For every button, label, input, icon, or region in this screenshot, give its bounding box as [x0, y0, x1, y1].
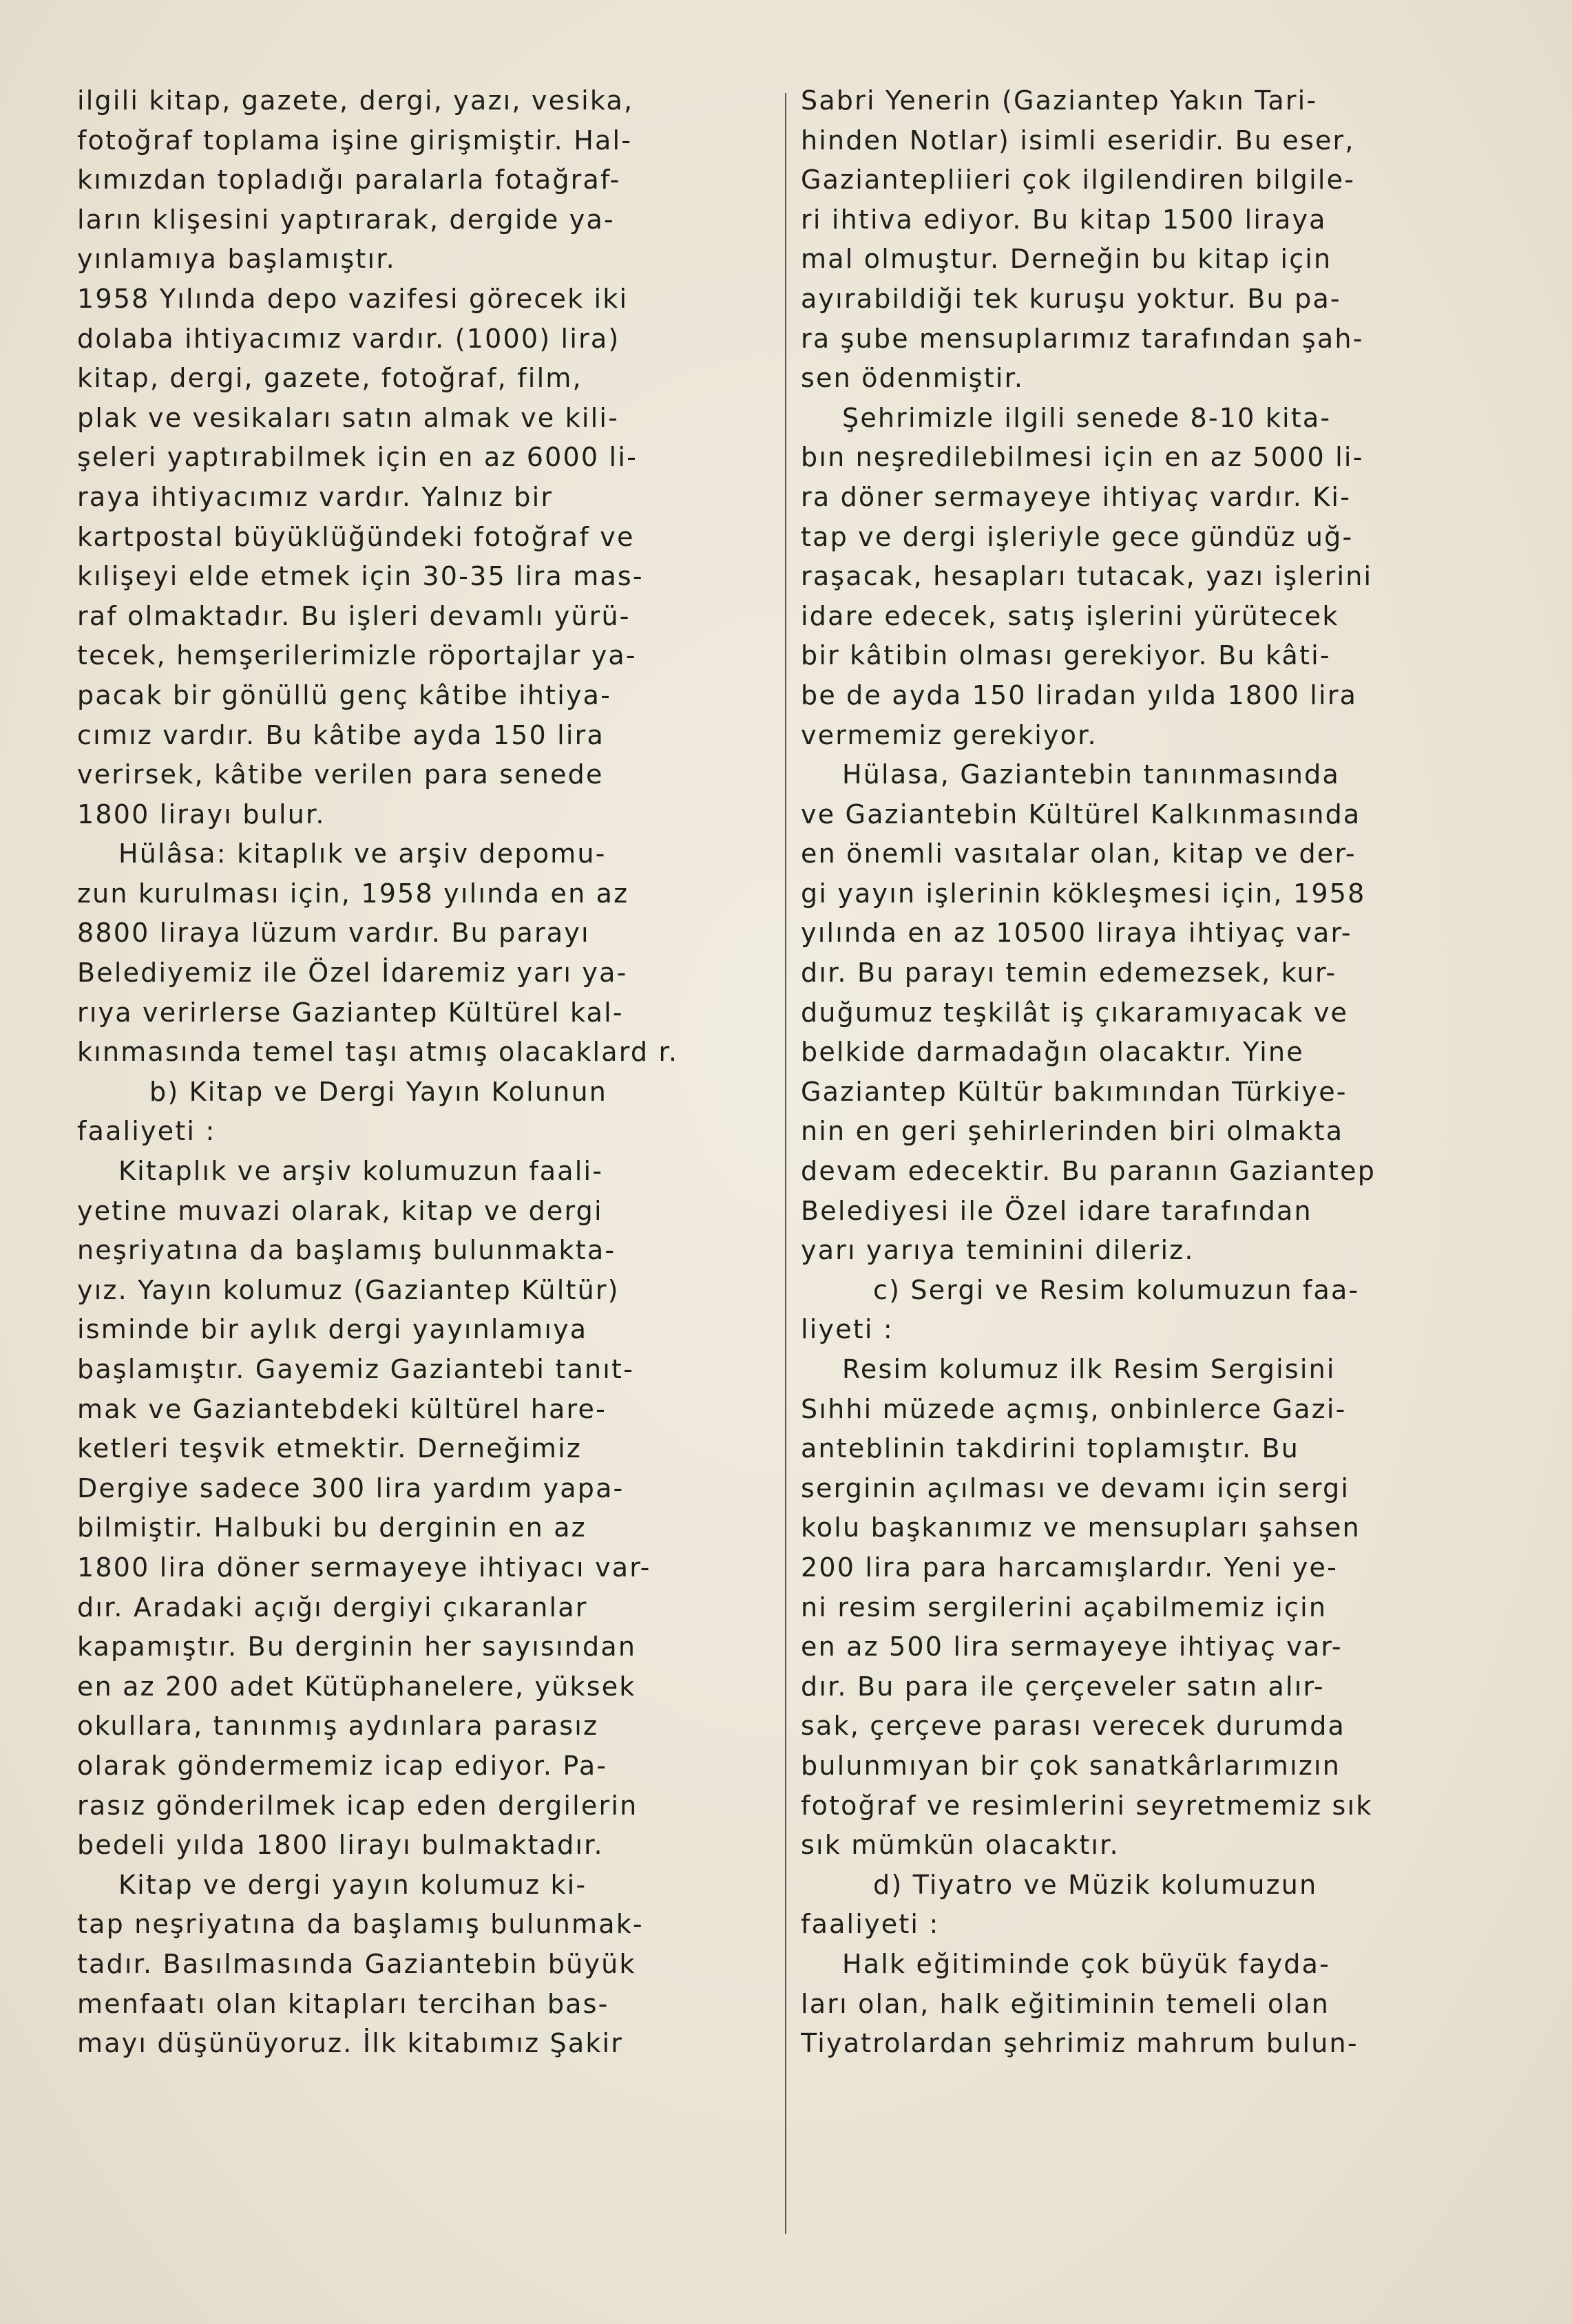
text-line: yız. Yayın kolumuz (Gaziantep Kültür)	[77, 1274, 620, 1305]
text-line: hinden Notlar) isimli eseridir. Bu eser,	[801, 125, 1355, 156]
paragraph-start: Şehrimizle ilgili senede 8-10 kita-	[842, 402, 1332, 433]
text-line: zun kurulması için, 1958 yılında en az	[77, 878, 629, 909]
text-line: pacak bir gönüllü genç kâtibe ihtiya-	[77, 679, 612, 710]
text-line: bir kâtibin olması gerekiyor. Bu kâti-	[801, 640, 1331, 671]
text-line: kolu başkanımız ve mensupları şahsen	[801, 1512, 1361, 1543]
text-line: gi yayın işlerinin kökleşmesi için, 1958	[801, 878, 1366, 909]
text-line: Sıhhi müzede açmış, onbinlerce Gazi-	[801, 1393, 1347, 1424]
text-line: bulunmıyan bir çok sanatkârlarımızın	[801, 1750, 1341, 1781]
text-line: dır. Bu para ile çerçeveler satın alır-	[801, 1671, 1325, 1702]
text-line: tadır. Basılmasında Gaziantebin büyük	[77, 1948, 636, 1979]
text-line: mayı düşünüyoruz. İlk kitabımız Şakir	[77, 2028, 624, 2059]
text-line: en önemli vasıtalar olan, kitap ve der-	[801, 838, 1356, 869]
section-heading-b-cont: faaliyeti :	[77, 1116, 216, 1147]
text-line: tap ve dergi işleriyle gece gündüz uğ-	[801, 521, 1354, 552]
text-line: devam edecektir. Bu paranın Gaziantep	[801, 1156, 1376, 1187]
text-line: ilgili kitap, gazete, dergi, yazı, vesika,	[77, 85, 634, 116]
text-line: en az 500 lira sermayeye ihtiyaç var-	[801, 1631, 1343, 1662]
text-line: kılişeyi elde etmek için 30-35 lira mas-	[77, 561, 644, 592]
text-line: anteblinin takdirini toplamıştır. Bu	[801, 1433, 1300, 1464]
text-line: olarak göndermemiz icap ediyor. Pa-	[77, 1750, 608, 1781]
text-line: cımız vardır. Bu kâtibe ayda 150 lira	[77, 719, 605, 750]
paragraph-start: Resim kolumuz ilk Resim Sergisini	[842, 1354, 1336, 1384]
text-line: neşriyatına da başlamış bulunmakta-	[77, 1235, 616, 1266]
text-line: nin en geri şehirlerinden biri olmakta	[801, 1116, 1344, 1147]
section-heading-b: b) Kitap ve Dergi Yayın Kolunun	[149, 1076, 608, 1107]
text-line: be de ayda 150 liradan yılda 1800 lira	[801, 679, 1358, 710]
text-line: duğumuz teşkilât iş çıkaramıyacak ve	[801, 997, 1349, 1028]
paragraph-start: Hülâsa: kitaplık ve arşiv depomu-	[118, 838, 607, 869]
text-line: bilmiştir. Halbuki bu derginin en az	[77, 1512, 587, 1543]
text-line: menfaatı olan kitapları tercihan bas-	[77, 1988, 609, 2019]
text-line: Gaziantep Kültür bakımından Türkiye-	[801, 1076, 1348, 1107]
text-line: Gaziantepliieri çok ilgilendiren bilgile-	[801, 165, 1356, 196]
text-line: ve Gaziantebin Kültürel Kalkınmasında	[801, 799, 1361, 830]
section-heading-c-cont: liyeti :	[801, 1314, 894, 1345]
text-line: kitap, dergi, gazete, fotoğraf, film,	[77, 363, 583, 394]
text-line: rıya verirlerse Gaziantep Kültürel kal-	[77, 997, 624, 1028]
text-line: başlamıştır. Gayemiz Gaziantebi tanıt-	[77, 1354, 635, 1384]
text-line: 1958 Yılında depo vazifesi görecek iki	[77, 283, 629, 314]
text-line: bedeli yılda 1800 lirayı bulmaktadır.	[77, 1830, 604, 1861]
text-line: ayırabildiği tek kuruşu yoktur. Bu pa-	[801, 283, 1341, 314]
text-line: kımızdan topladığı paralarla fotağraf-	[77, 165, 621, 196]
text-line: sen ödenmiştir.	[801, 363, 1025, 394]
text-line: kınmasında temel taşı atmış olacaklard r.	[77, 1037, 679, 1068]
text-line: 8800 liraya lüzum vardır. Bu parayı	[77, 918, 590, 949]
text-line: ları olan, halk eğitiminin temeli olan	[801, 1988, 1330, 2019]
text-line: plak ve vesikaları satın almak ve kili-	[77, 402, 620, 433]
text-line: Dergiye sadece 300 lira yardım yapa-	[77, 1472, 625, 1503]
text-line: raya ihtiyacımız vardır. Yalnız bir	[77, 481, 554, 512]
text-line: yetine muvazi olarak, kitap ve dergi	[77, 1195, 603, 1226]
text-line: okullara, tanınmış aydınlara parasız	[77, 1711, 599, 1742]
text-line: rasız gönderilmek icap eden dergilerin	[77, 1790, 638, 1821]
text-line: kapamıştır. Bu derginin her sayısından	[77, 1631, 637, 1662]
text-line: fotoğraf ve resimlerini seyretmemiz sık	[801, 1790, 1373, 1821]
text-line: fotoğraf toplama işine girişmiştir. Hal-	[77, 125, 633, 156]
text-line: ra döner sermayeye ihtiyaç vardır. Ki-	[801, 481, 1352, 512]
text-line: ni resim sergilerini açabilmemiz için	[801, 1592, 1328, 1623]
text-line: mak ve Gaziantebdeki kültürel hare-	[77, 1393, 607, 1424]
text-line: en az 200 adet Kütüphanelere, yüksek	[77, 1671, 636, 1702]
text-line: yılında en az 10500 liraya ihtiyaç var-	[801, 918, 1352, 949]
text-line: şeleri yaptırabilmek için en az 6000 li-	[77, 442, 638, 473]
text-line: yınlamıya başlamıştır.	[77, 244, 396, 275]
text-line: Belediyesi ile Özel idare tarafından	[801, 1195, 1312, 1226]
text-line: dır. Bu parayı temin edemezsek, kur-	[801, 958, 1337, 989]
text-line: idare edecek, satış işlerini yürütecek	[801, 600, 1339, 631]
paragraph-start: Kitap ve dergi yayın kolumuz ki-	[118, 1869, 587, 1900]
text-line: kartpostal büyüklüğündeki fotoğraf ve	[77, 521, 635, 552]
text-line: yarı yarıya teminini dileriz.	[801, 1235, 1195, 1266]
text-line: dır. Aradaki açığı dergiyi çıkaranlar	[77, 1592, 588, 1623]
section-heading-d-cont: faaliyeti :	[801, 1909, 940, 1940]
paragraph-start: Halk eğitiminde çok büyük fayda-	[842, 1948, 1331, 1979]
text-line: vermemiz gerekiyor.	[801, 719, 1098, 750]
text-line: ri ihtiva ediyor. Bu kitap 1500 liraya	[801, 204, 1327, 235]
text-line: raf olmaktadır. Bu işleri devamlı yürü-	[77, 600, 631, 631]
text-line: bın neşredilebilmesi için en az 5000 li-	[801, 442, 1364, 473]
section-heading-c: c) Sergi ve Resim kolumuzun faa-	[873, 1274, 1360, 1305]
text-line: tecek, hemşerilerimizle röportajlar ya-	[77, 640, 637, 671]
right-text-column	[801, 81, 1491, 2064]
text-line: Belediyemiz ile Özel İdaremiz yarı ya-	[77, 958, 628, 989]
text-line: 200 lira para harcamışlardır. Yeni ye-	[801, 1552, 1339, 1583]
text-line: 1800 lirayı bulur.	[77, 799, 326, 830]
text-line: mal olmuştur. Derneğin bu kitap için	[801, 244, 1332, 275]
text-line: sak, çerçeve parası verecek durumda	[801, 1711, 1346, 1742]
paragraph-start: Hülasa, Gaziantebin tanınmasında	[842, 759, 1340, 790]
text-line: dolaba ihtiyacımız vardır. (1000) lira)	[77, 323, 620, 354]
text-line: verirsek, kâtibe verilen para senede	[77, 759, 604, 790]
text-line: ların klişesini yaptırarak, dergide ya-	[77, 204, 615, 235]
paragraph-start: Kitaplık ve arşiv kolumuzun faali-	[118, 1156, 604, 1187]
text-line: belkide darmadağın olacaktır. Yine	[801, 1037, 1304, 1068]
text-line: Tiyatrolardan şehrimiz mahrum bulun-	[801, 2028, 1359, 2059]
text-line: ra şube mensuplarımız tarafından şah-	[801, 323, 1364, 354]
text-line: tap neşriyatına da başlamış bulunmak-	[77, 1909, 644, 1940]
text-line: 1800 lira döner sermayeye ihtiyacı var-	[77, 1552, 651, 1583]
text-line: sık mümkün olacaktır.	[801, 1830, 1120, 1861]
column-divider	[785, 93, 786, 2234]
left-text-column	[77, 81, 766, 2064]
text-line: Sabri Yenerin (Gaziantep Yakın Tari-	[801, 85, 1318, 116]
text-line: raşacak, hesapları tutacak, yazı işlerini	[801, 561, 1373, 592]
section-heading-d: d) Tiyatro ve Müzik kolumuzun	[873, 1869, 1318, 1900]
text-line: serginin açılması ve devamı için sergi	[801, 1472, 1350, 1503]
text-line: isminde bir aylık dergi yayınlamıya	[77, 1314, 588, 1345]
text-line: ketleri teşvik etmektir. Derneğimiz	[77, 1433, 583, 1464]
